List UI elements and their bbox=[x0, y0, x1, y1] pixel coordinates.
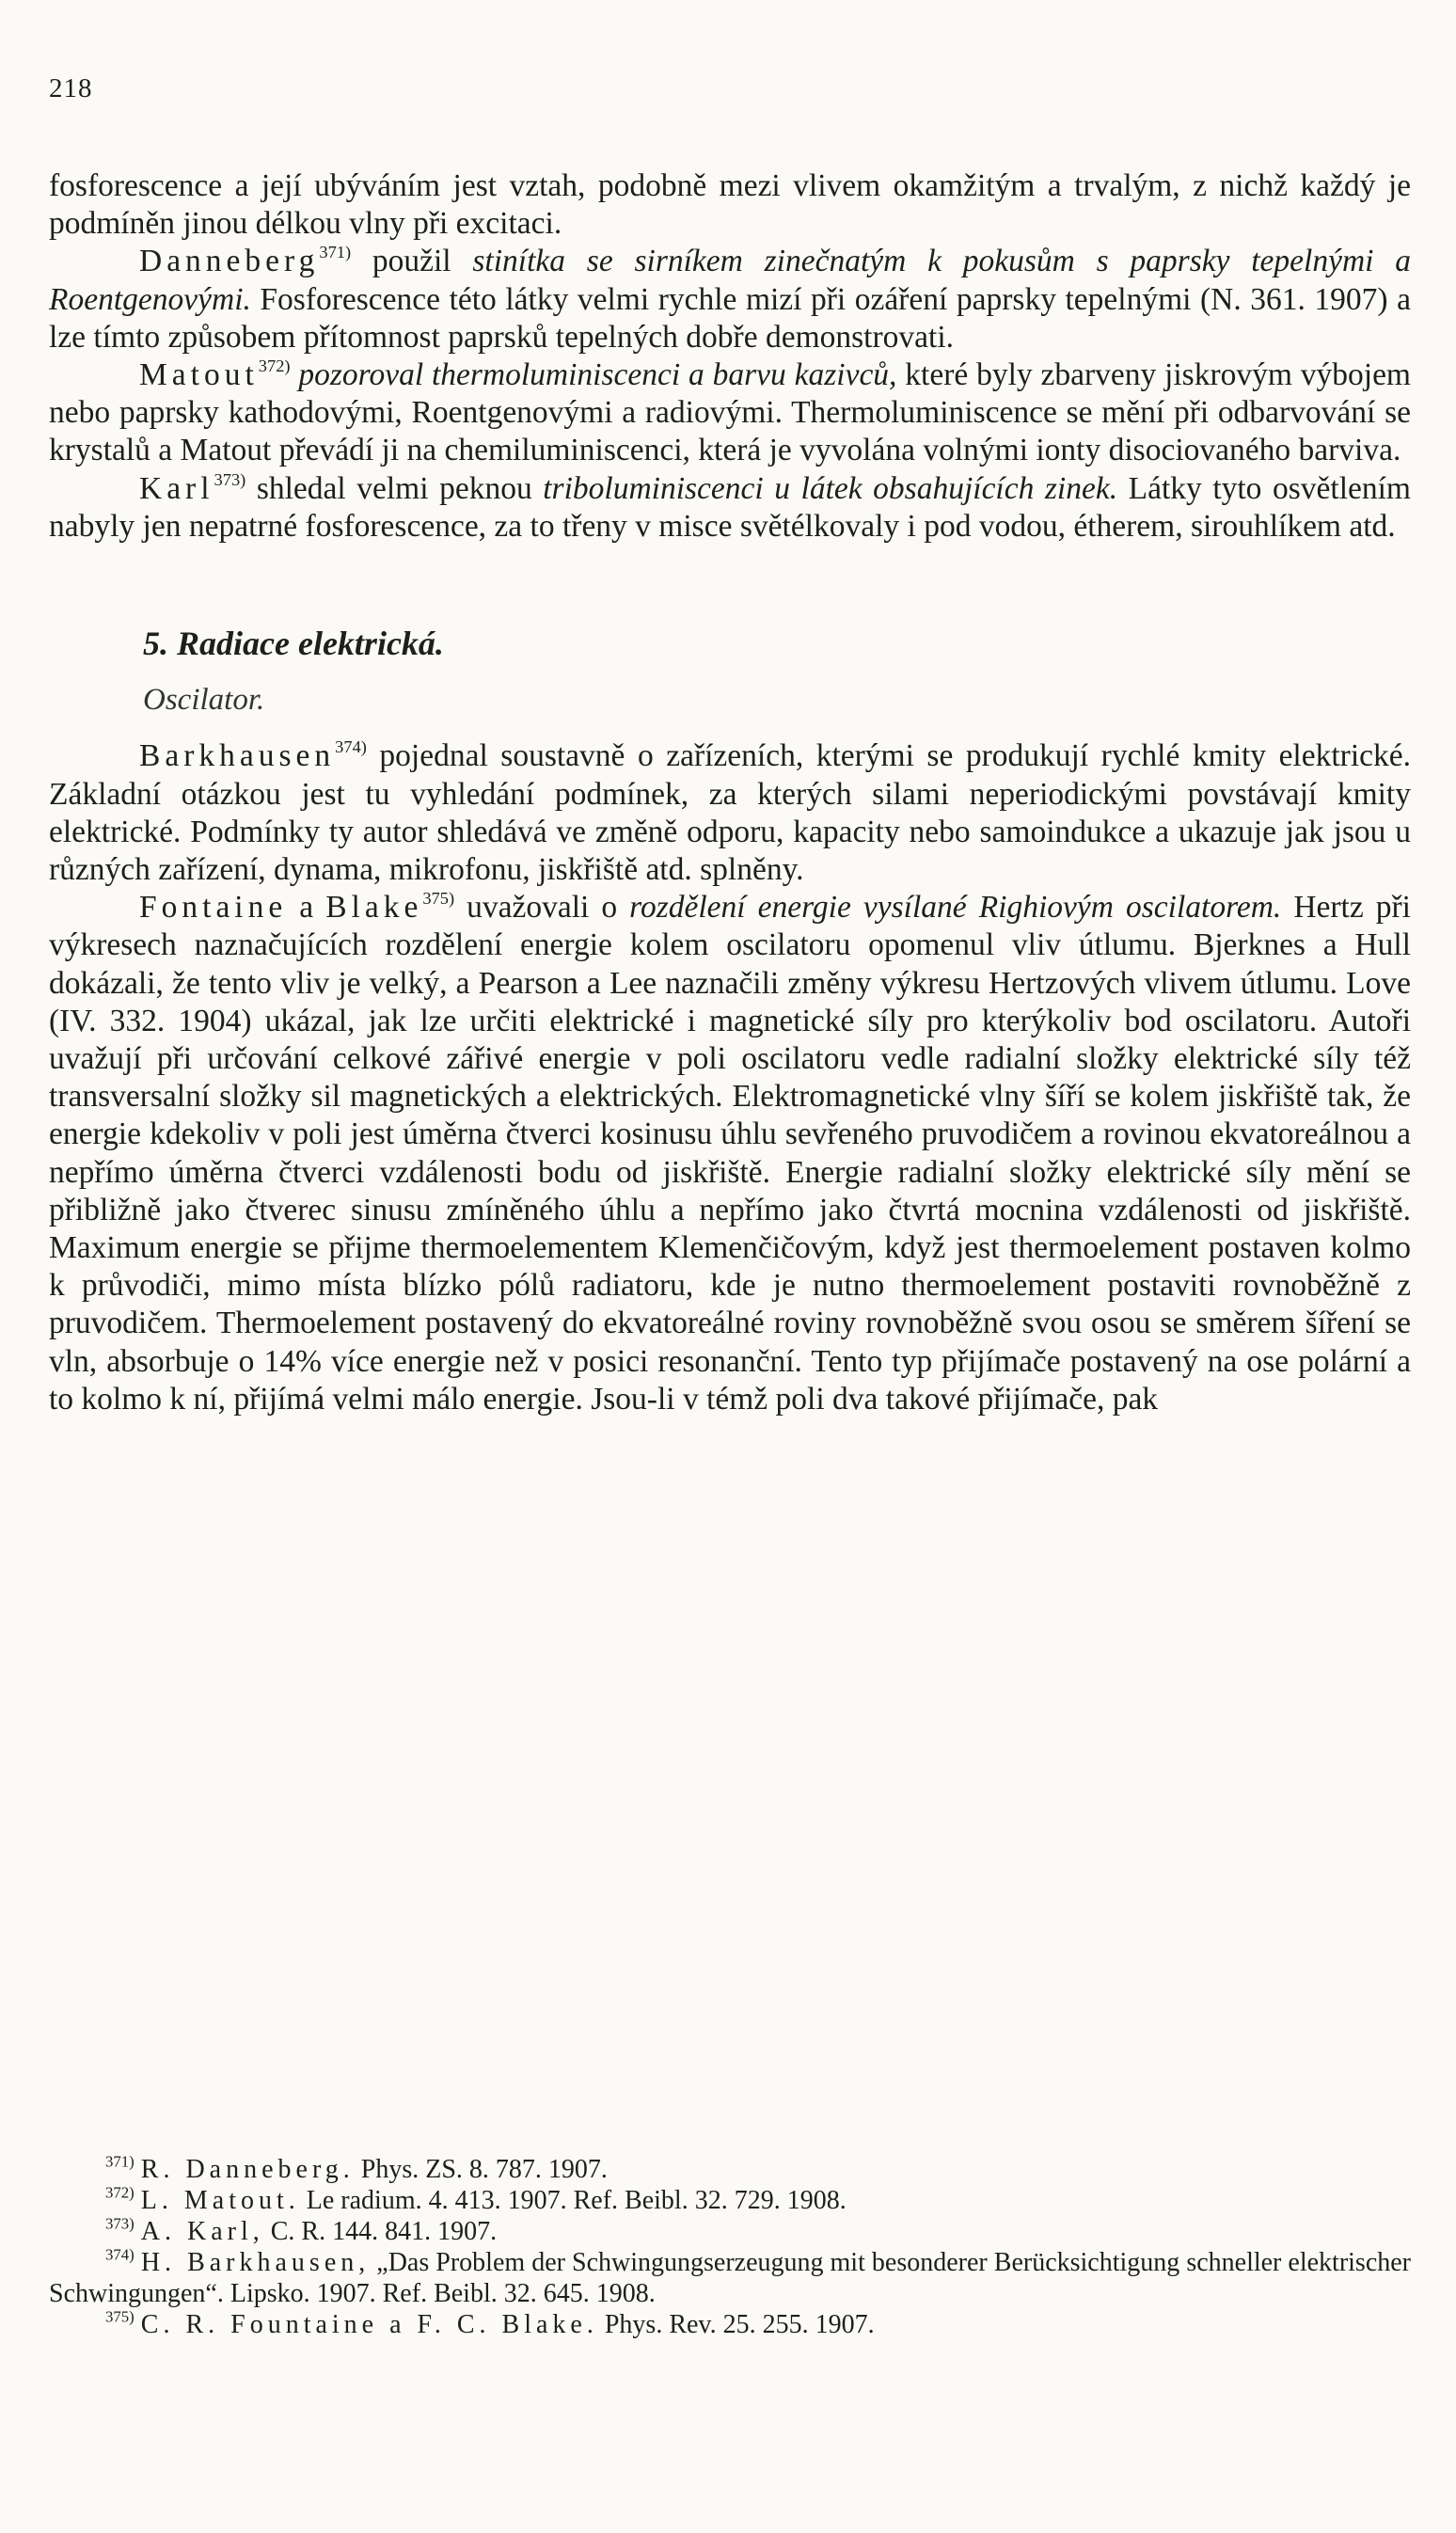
emphasis-text: pozoroval thermoluminiscenci a barvu kazivců, bbox=[298, 357, 897, 393]
author-name: Blake bbox=[325, 890, 423, 926]
conjunction-text: a bbox=[287, 890, 326, 926]
emphasis-text: triboluminiscenci u látek obsahujících zinek. bbox=[543, 470, 1118, 506]
paragraph-matout bbox=[49, 356, 1411, 470]
footnote-ref[interactable]: 372) bbox=[258, 356, 291, 376]
author-name: Matout bbox=[139, 357, 259, 393]
footnote-number: 372) bbox=[105, 2183, 135, 2202]
paragraph-text: Látky tyto osvětlením nabyly jen nepatrné fosforescence, za to třeny v misce světélkovaly i pod vodou, étherem, sirouhlíkem atd. bbox=[49, 470, 1411, 544]
emphasis-text: stinítka se sirníkem zinečnatým k pokusům s paprsky tepelnými a Roentgenovými. bbox=[49, 244, 1411, 317]
footnote-text: Phys. ZS. 8. 787. 1907. bbox=[354, 2155, 608, 2184]
author-name: Fontaine bbox=[139, 890, 288, 926]
section-heading: 5. Radiace elektrická. bbox=[143, 625, 444, 663]
paragraph-karl bbox=[49, 470, 1411, 546]
paragraph-barkhausen bbox=[49, 737, 1411, 889]
footnote-author: H. Barkhausen, bbox=[140, 2248, 371, 2277]
author-name: Danneberg bbox=[139, 244, 320, 279]
footnote-text: C. R. 144. 841. 1907. bbox=[263, 2217, 498, 2246]
footnote-ref[interactable]: 373) bbox=[214, 469, 246, 489]
footnotes bbox=[49, 2154, 1411, 2340]
page-number: 218 bbox=[49, 73, 93, 103]
footnote-author: L. Matout. bbox=[140, 2186, 300, 2215]
footnote-text: Phys. Rev. 25. 255. 1907. bbox=[597, 2310, 875, 2339]
footnote-author: R. Danneberg. bbox=[140, 2155, 355, 2184]
sub-heading: Oscilator. bbox=[143, 683, 265, 718]
paragraph-text: uvažovali o bbox=[454, 890, 630, 926]
footnote-number: 375) bbox=[105, 2307, 135, 2326]
footnote-number: 373) bbox=[105, 2214, 135, 2233]
footnote bbox=[49, 2185, 1411, 2216]
paragraph-text: použil bbox=[351, 244, 473, 279]
paragraph-text: které byly zbarveny jiskrovým výbojem nebo paprsky kathodovými, Roentgenovými a radiovými. Thermoluminiscence se mění při odbarvování se krystalů a Matout převádí ji na chemiluminiscenci, která je vyvolána volnými ionty disociovaného barviva. bbox=[49, 357, 1411, 468]
footnote-text: „Das Problem der Schwingungserzeugung mit besonderer Berücksichtigung schneller elektrischer Schwingungen“. Lipsko. 1907. Ref. Beibl. 32. 645. 1908. bbox=[49, 2248, 1412, 2308]
paragraph-text: fosforescence a její ubýváním jest vztah, podobně mezi vlivem okamžitým a trvalým, z nichž každý je podmíněn jinou délkou vlny při excitaci. bbox=[49, 168, 1411, 242]
paragraph-text: Fosforescence této látky velmi rychle mizí při ozáření paprsky tepelnými (N. 361. 1907) a lze tímto způsobem přítomnost paprsků tepelných dobře demonstrovati. bbox=[49, 281, 1411, 355]
footnote-number: 371) bbox=[105, 2152, 135, 2171]
footnote-author: C. R. Fountaine a F. C. Blake. bbox=[140, 2310, 598, 2339]
footnote bbox=[49, 2154, 1411, 2185]
footnote-ref[interactable]: 374) bbox=[335, 737, 367, 757]
footnote bbox=[49, 2247, 1411, 2309]
footnote-ref[interactable]: 375) bbox=[422, 889, 455, 909]
footnote-text: Le radium. 4. 413. 1907. Ref. Beibl. 32. 729. 1908. bbox=[299, 2186, 847, 2215]
footnote bbox=[49, 2309, 1411, 2340]
author-name: Karl bbox=[139, 470, 214, 506]
paragraph-text: pojednal soustavně o zařízeních, kterými se produkují rychlé kmity elektrické. Základní otázkou jest tu vyhledání podmínek, za kterých silami neperiodickými povstávají kmity elektrické. Podmínky ty autor shledává ve změně odporu, kapacity nebo samoindukce a ukazuje jak jsou u různých zařízení, dynama, mikrofonu, jiskřiště atd. splněny. bbox=[49, 738, 1411, 888]
footnote bbox=[49, 2216, 1411, 2247]
paragraph-text: Hertz při výkresech naznačujících rozdělení energie kolem oscilatoru opomenul vliv útlumu. Bjerknes a Hull dokázali, že tento vliv je velký, a Pearson a Lee naznačili změny výkresu Hertzových vlivem útlumu. Love (IV. 332. 1904) ukázal, jak lze určiti elektrické i magnetické síly pro kterýkoliv bod oscilatoru. Autoři uvažují při určování celkové zářivé energie v poli oscilatoru vedle radialní složky elektrické síly též transversalní složky sil magnetických a elektrických. Elektromagnetické vlny šíří se kolem jiskřiště tak, že energie kdekoliv v poli jest úměrna čtverci kosinusu úhlu sevřeného pruvodičem a rovinou ekvatoreálnou a nepřímo úměrna čtverci vzdálenosti bodu od jiskřiště. Energie radialní složky elektrické síly mění se přibližně jako čtverec sinusu zmíněného úhlu a nepřímo jako čtvrtá mocnina vzdálenosti od jiskřiště. Maximum energie se přijme thermoelementem Klemenčičovým, když jest thermoelement postaven kolmo k průvodiči, mimo místa blízko pólů radiatoru, kde je nutno thermoelement postaviti rovnoběžně z pruvodičem. Thermoelement postavený do ekvatoreálné roviny rovnoběžně svou osou se směrem šíření se vln, absorbuje o 14% více energie než v posici resonanční. Tento typ přijímače postavený na ose polární a to kolmo k ní, přijímá velmi málo energie. Jsou-li v témž poli dva takové přijímače, pak bbox=[49, 890, 1411, 1417]
paragraph-continuation bbox=[49, 167, 1411, 243]
footnote-author: A. Karl, bbox=[140, 2217, 264, 2246]
footnote-number: 374) bbox=[105, 2245, 135, 2264]
footnote-ref[interactable]: 371) bbox=[319, 243, 352, 262]
paragraph-fontaine-blake bbox=[49, 889, 1411, 1418]
emphasis-text: rozdělení energie vysílané Righiovým oscilatorem. bbox=[629, 890, 1282, 926]
paragraph-danneberg bbox=[49, 243, 1411, 356]
paragraph-text: shledal velmi peknou bbox=[245, 470, 544, 506]
body-text bbox=[49, 167, 1411, 1418]
author-name: Barkhausen bbox=[139, 738, 336, 774]
